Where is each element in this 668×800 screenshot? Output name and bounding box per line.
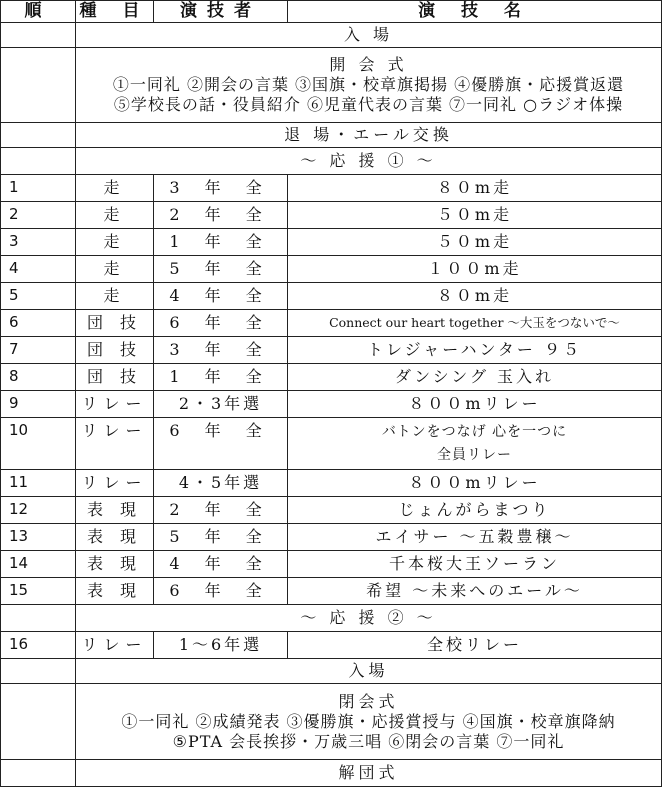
event-row bbox=[1, 337, 662, 364]
event-number: 4 bbox=[1, 256, 76, 283]
closing-ceremony-line1: ①一同礼 ②成績発表 ③優勝旗・応援賞授与 ④国旗・校章旗降納 bbox=[121, 711, 616, 731]
blank-cell bbox=[1, 48, 76, 123]
event-number: 1 bbox=[1, 175, 76, 202]
blank-cell bbox=[1, 659, 76, 684]
opening-ceremony bbox=[76, 48, 662, 123]
event-row bbox=[1, 632, 662, 659]
event-performer: 6 年 全 bbox=[154, 310, 288, 337]
event-name: ８００mリレー bbox=[288, 470, 662, 497]
event-category: 走 bbox=[76, 202, 154, 229]
opening-exit-row bbox=[1, 123, 662, 148]
closing-ceremony-row bbox=[1, 684, 662, 760]
event-number: 8 bbox=[1, 364, 76, 391]
event-performer: 4 年 全 bbox=[154, 551, 288, 578]
event-number: 14 bbox=[1, 551, 76, 578]
blank-cell bbox=[1, 684, 76, 760]
event-name: 全校リレー bbox=[288, 632, 662, 659]
cheer1: ～ 応 援 ① ～ bbox=[76, 148, 662, 175]
event-name: Connect our heart together ～大玉をつないで～ bbox=[288, 310, 662, 337]
closing-entry: 入場 bbox=[76, 659, 662, 684]
event-name-line1: バトンをつなげ 心を一つに bbox=[381, 424, 568, 441]
opening-ceremony-line1: ①一同礼 ②開会の言葉 ③国旗・校章旗掲揚 ④優勝旗・応援賞返還 bbox=[112, 75, 625, 94]
event-category: リレー bbox=[76, 418, 154, 470]
event-category: 表 現 bbox=[76, 497, 154, 524]
blank-cell bbox=[1, 760, 76, 787]
closing-ceremony-title: 閉会式 bbox=[338, 691, 399, 711]
event-row bbox=[1, 283, 662, 310]
header-event-name: 演 技 名 bbox=[288, 1, 662, 23]
event-name: ８００mリレー bbox=[288, 391, 662, 418]
event-category: リレー bbox=[76, 391, 154, 418]
event-performer: 5 年 全 bbox=[154, 256, 288, 283]
event-performer: 6 年 全 bbox=[154, 418, 288, 470]
blank-cell bbox=[1, 23, 76, 48]
event-performer: 2 年 全 bbox=[154, 202, 288, 229]
blank-cell bbox=[1, 123, 76, 148]
event-row bbox=[1, 202, 662, 229]
event-number: 15 bbox=[1, 578, 76, 605]
event-number: 10 bbox=[1, 418, 76, 470]
header-order: 順 bbox=[1, 1, 76, 23]
event-name: ８０m走 bbox=[288, 283, 662, 310]
event-performer: 3 年 全 bbox=[154, 337, 288, 364]
event-number: 12 bbox=[1, 497, 76, 524]
event-name: 千本桜大王ソーラン bbox=[288, 551, 662, 578]
event-number: 3 bbox=[1, 229, 76, 256]
opening-ceremony-row bbox=[1, 48, 662, 123]
event-category: 団 技 bbox=[76, 310, 154, 337]
event-performer: 2・3年選 bbox=[154, 391, 288, 418]
event-name: ダンシング 玉入れ bbox=[288, 364, 662, 391]
event-category: 走 bbox=[76, 229, 154, 256]
event-row bbox=[1, 551, 662, 578]
event-name: 希望 ～未来へのエール～ bbox=[288, 578, 662, 605]
event-performer: 1～6年選 bbox=[154, 632, 288, 659]
event-number: 9 bbox=[1, 391, 76, 418]
closing-ceremony-line2: ⑤PTA 会長挨拶・万歳三唱 ⑥閉会の言葉 ⑦一同礼 bbox=[172, 731, 565, 751]
event-number: 6 bbox=[1, 310, 76, 337]
blank-cell bbox=[1, 605, 76, 632]
event-category: 表 現 bbox=[76, 551, 154, 578]
event-performer: 6 年 全 bbox=[154, 578, 288, 605]
header-category: 種 目 bbox=[76, 1, 154, 23]
event-category: 表 現 bbox=[76, 578, 154, 605]
event-row bbox=[1, 470, 662, 497]
event-name-line2: 全員リレー bbox=[437, 446, 512, 463]
dismissal-row bbox=[1, 760, 662, 787]
event-performer: 3 年 全 bbox=[154, 175, 288, 202]
event-number: 7 bbox=[1, 337, 76, 364]
event-category: リレー bbox=[76, 470, 154, 497]
event-row bbox=[1, 497, 662, 524]
event-category: 走 bbox=[76, 283, 154, 310]
event-performer: 1 年 全 bbox=[154, 229, 288, 256]
event-performer: 2 年 全 bbox=[154, 497, 288, 524]
dismissal: 解団式 bbox=[76, 760, 662, 787]
event-row bbox=[1, 391, 662, 418]
event-row bbox=[1, 229, 662, 256]
event-name: ５０m走 bbox=[288, 202, 662, 229]
event-row bbox=[1, 578, 662, 605]
event-row bbox=[1, 418, 662, 470]
event-row bbox=[1, 175, 662, 202]
opening-exit: 退 場・エール交換 bbox=[76, 123, 662, 148]
event-number: 13 bbox=[1, 524, 76, 551]
header-performer: 演技者 bbox=[154, 1, 288, 23]
opening-ceremony-line2: ⑤学校長の話・役員紹介 ⑥児童代表の言葉 ⑦一同礼 ○ラジオ体操 bbox=[113, 95, 624, 114]
event-number: 11 bbox=[1, 470, 76, 497]
event-number: 2 bbox=[1, 202, 76, 229]
event-category: 団 技 bbox=[76, 337, 154, 364]
event-name: １００m走 bbox=[288, 256, 662, 283]
event-performer: 5 年 全 bbox=[154, 524, 288, 551]
event-row bbox=[1, 524, 662, 551]
event-name: トレジャーハンター ９５ bbox=[288, 337, 662, 364]
event-row bbox=[1, 364, 662, 391]
opening-entry: 入 場 bbox=[76, 23, 662, 48]
closing-ceremony bbox=[76, 684, 662, 760]
cheer2-row bbox=[1, 605, 662, 632]
event-performer: 1 年 全 bbox=[154, 364, 288, 391]
event-category: リレー bbox=[76, 632, 154, 659]
event-performer: 4・5年選 bbox=[154, 470, 288, 497]
header-row bbox=[1, 1, 662, 23]
event-row bbox=[1, 310, 662, 337]
blank-cell bbox=[1, 148, 76, 175]
event-category: 団 技 bbox=[76, 364, 154, 391]
closing-entry-row bbox=[1, 659, 662, 684]
event-performer: 4 年 全 bbox=[154, 283, 288, 310]
event-number: 5 bbox=[1, 283, 76, 310]
event-number: 16 bbox=[1, 632, 76, 659]
cheer2: ～ 応 援 ② ～ bbox=[76, 605, 662, 632]
event-name bbox=[288, 418, 662, 470]
event-name: ８０m走 bbox=[288, 175, 662, 202]
event-category: 走 bbox=[76, 175, 154, 202]
event-name: じょんがらまつり bbox=[288, 497, 662, 524]
opening-ceremony-title: 開 会 式 bbox=[329, 55, 408, 74]
event-name: エイサー ～五穀豊穣～ bbox=[288, 524, 662, 551]
event-category: 走 bbox=[76, 256, 154, 283]
opening-entry-row bbox=[1, 23, 662, 48]
event-row bbox=[1, 256, 662, 283]
cheer1-row bbox=[1, 148, 662, 175]
event-category: 表 現 bbox=[76, 524, 154, 551]
event-name: ５０m走 bbox=[288, 229, 662, 256]
